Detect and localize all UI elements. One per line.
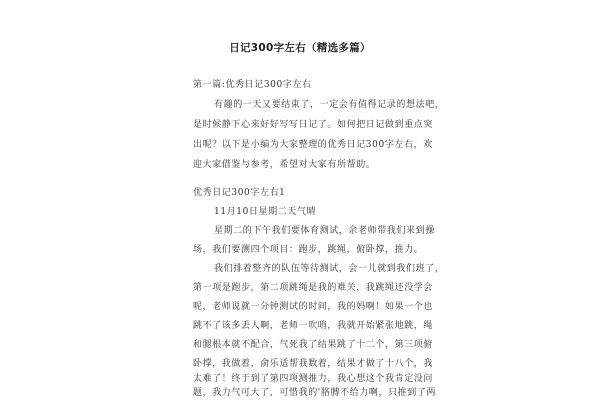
paragraph-line: 第一项是跑步，第二项跳绳是我的难关，我跳绳还没学会 [193, 283, 434, 293]
section-heading: 第一篇:优秀日记300字左右 [193, 80, 312, 90]
paragraph-line: 出呢？以下是小编为大家整理的优秀日记300字左右，欢 [193, 140, 433, 150]
paragraph-line: 呢，老师说就一分钟测试的时间，我的妈啊！如果一个也 [193, 302, 434, 312]
paragraph-line: 我们排着整齐的队伍等待测试，会一儿就到我们班了， [214, 264, 445, 274]
date-line: 11月10日星期二天气晴 [214, 207, 317, 217]
paragraph-line: 太难了！终于到了第四项测推力，我心想这个我肯定没问 [193, 374, 434, 384]
paragraph-line: 卧撑，我做着，俞乐适帮我数着，结果才做了十八个，我 [193, 359, 434, 369]
paragraph-line: 和腿根本就不配合，气死我了结果跳了十二个，第三项俯 [193, 340, 434, 350]
document-title: 日记300字左右（精选多篇） [229, 42, 371, 54]
section-heading: 优秀日记300字左右1 [193, 188, 286, 198]
paragraph-line: 星期二的下午我们要体育测试，余老师带我们来到操 [214, 226, 435, 236]
paragraph-line: 有趣的一天又要结束了，一定会有值得记录的想法吧， [214, 100, 445, 110]
paragraph-line: 是时候静下心来好好写写日记了。如何把日记做到重点突 [193, 120, 434, 130]
paragraph-line: 跳不了该多丢人啊，老师一吹哨，我就开始紧张地跳，绳 [193, 321, 434, 331]
paragraph-line: 题，我力气可大了，可惜我的'胳膊不给力啊，只推到了两 [193, 388, 437, 398]
paragraph-line: 场，我们要测四个项目：跑步，跳绳，俯卧撑，推力。 [193, 245, 424, 255]
paragraph-line: 迎大家借鉴与参考，希望对大家有所帮助。 [193, 160, 376, 170]
